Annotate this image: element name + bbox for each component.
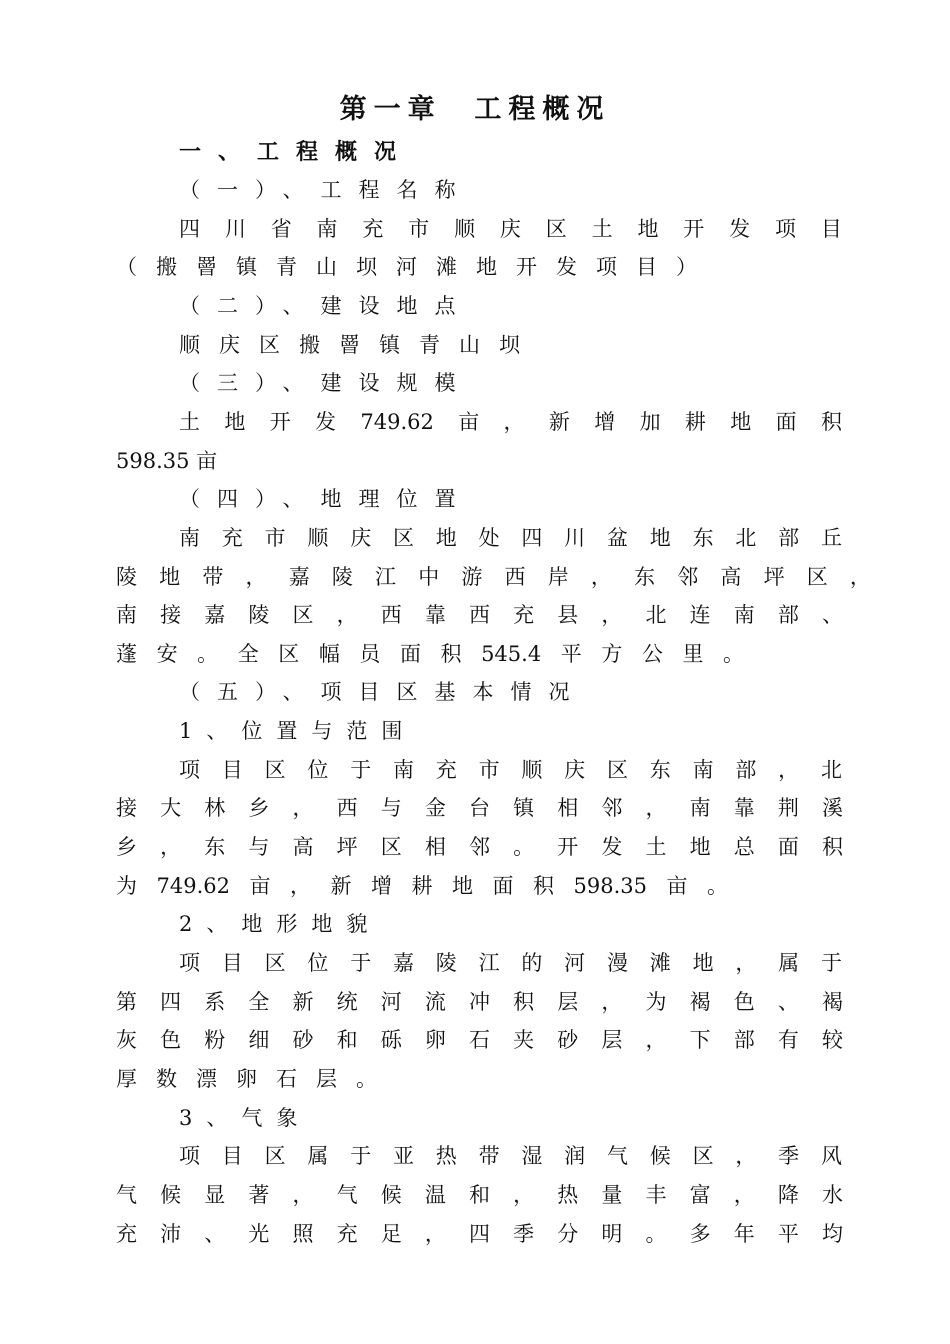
glyph: 县 [557,603,579,627]
glyph: 庆 [350,526,372,550]
glyph: 庆 [499,217,521,241]
glyph: 石 [469,1028,490,1052]
glyph: 南 [116,603,137,627]
glyph: 目 [820,217,842,241]
glyph: 部 [778,526,800,550]
glyph: 顺 [521,758,543,782]
glyph: 土 [591,217,613,241]
glyph: 充 [336,1222,358,1246]
glyph: ， [645,1028,667,1052]
glyph: 。 [197,642,219,666]
glyph: 蓬 [116,642,137,666]
glyph: 于 [350,951,372,975]
glyph: 漫 [606,951,628,975]
glyph: 陵 [248,603,270,627]
glyph: 季 [513,1222,535,1246]
glyph: 与 [248,835,270,859]
glyph: 光 [248,1222,270,1246]
glyph: 林 [204,796,226,820]
glyph: 热 [557,1183,579,1207]
glyph: 开 [557,835,579,859]
glyph: 市 [478,758,500,782]
glyph: 顺 [454,217,476,241]
paragraph-line: 厚数漂卵石层。 [116,1067,396,1091]
paragraph-line: （搬罾镇青山坝河滩地开发项目） [116,255,716,279]
glyph: 安 [156,642,178,666]
glyph: 项 [179,758,200,782]
glyph: ， [601,603,623,627]
glyph: 中 [418,565,440,589]
glyph: 四 [160,990,182,1014]
paragraph-line [179,755,842,785]
glyph: 陵 [116,565,137,589]
glyph: 地 [689,835,711,859]
glyph: 富 [689,1183,711,1207]
glyph: 充 [362,217,384,241]
glyph: ， [645,796,667,820]
glyph: ， [424,1222,446,1246]
glyph: 褐 [822,990,843,1014]
glyph: 区 [380,835,402,859]
glyph: 平 [777,1222,799,1246]
glyph: 均 [822,1222,843,1246]
glyph: ， [849,565,871,589]
glyph: 气 [606,1144,628,1168]
glyph: 545.4 [481,642,542,666]
glyph: 砂 [292,1028,314,1052]
glyph: 区 [292,603,314,627]
glyph: 749.62 [360,410,434,434]
glyph: 庆 [564,758,586,782]
glyph: 发 [729,217,751,241]
glyph: 候 [380,1183,402,1207]
glyph: 区 [264,758,286,782]
glyph: ， [160,835,182,859]
glyph: 江 [478,951,500,975]
glyph: 足 [380,1222,402,1246]
glyph: 积 [822,835,843,859]
glyph: 新 [292,990,314,1014]
glyph: 著 [248,1183,270,1207]
paragraph-line [116,832,843,862]
glyph: 区 [606,758,628,782]
paragraph-line [116,639,744,669]
glyph: 滩 [649,951,671,975]
glyph: 大 [160,796,182,820]
glyph: 冲 [469,990,490,1014]
glyph: 润 [564,1144,586,1168]
glyph: 与 [380,796,402,820]
glyph: 川 [224,217,246,241]
glyph: 区 [264,951,286,975]
glyph: 总 [733,835,755,859]
glyph: 西 [469,603,490,627]
glyph: 南 [733,603,755,627]
glyph: 嘉 [204,603,226,627]
glyph: 金 [424,796,446,820]
glyph: 台 [469,796,490,820]
glyph: 东 [692,526,714,550]
glyph: 靠 [424,603,446,627]
glyph: 系 [204,990,226,1014]
glyph: 镇 [513,796,535,820]
glyph: 连 [689,603,711,627]
paragraph-line [116,1180,843,1210]
glyph: 位 [307,951,329,975]
glyph: 统 [336,990,358,1014]
glyph: ， [733,1183,755,1207]
glyph: 砾 [380,1028,402,1052]
paragraph-line [179,948,842,978]
glyph: 有 [777,1028,799,1052]
glyph: 员 [359,642,381,666]
glyph: 丰 [645,1183,667,1207]
glyph: 陵 [435,951,457,975]
glyph: 的 [521,951,543,975]
glyph: 和 [336,1028,358,1052]
glyph: 、 [204,1222,226,1246]
glyph: 面 [775,410,797,434]
glyph: 部 [777,603,799,627]
glyph: 处 [478,526,500,550]
glyph: 地 [451,874,473,898]
item-heading: 3、气象 [179,1106,312,1130]
glyph: 幅 [318,642,340,666]
glyph: 热 [435,1144,457,1168]
glyph: 带 [478,1144,500,1168]
glyph: 省 [270,217,292,241]
glyph: 乡 [116,835,137,859]
glyph: ， [292,1183,314,1207]
glyph: 749.62 [156,874,230,898]
glyph: 亩 [666,874,688,898]
glyph: 区 [392,526,414,550]
paragraph-line: 顺庆区搬罾镇青山坝 [179,333,539,357]
glyph: 部 [733,1028,755,1052]
glyph: 水 [822,1183,843,1207]
glyph: 西 [504,565,526,589]
glyph: 部 [735,758,757,782]
glyph: 湿 [521,1144,543,1168]
glyph: 于 [820,951,842,975]
glyph: ， [735,1144,757,1168]
glyph: 积 [440,642,462,666]
glyph: 候 [160,1183,182,1207]
glyph: 耕 [684,410,706,434]
glyph: 位 [307,758,329,782]
glyph: 靠 [733,796,755,820]
paragraph-line [179,407,842,437]
glyph: 层 [557,990,579,1014]
paragraph-line [179,1141,842,1171]
glyph: 量 [601,1183,623,1207]
glyph: 邻 [601,796,623,820]
glyph: 丘 [820,526,842,550]
glyph: 土 [179,410,200,434]
section-heading: 一、工程概况 [179,139,414,165]
glyph: 北 [735,526,757,550]
glyph: 西 [336,796,358,820]
glyph: 盆 [606,526,628,550]
glyph: 四 [521,526,543,550]
glyph: 下 [689,1028,711,1052]
subsection-heading: （一）、工程名称 [179,178,473,202]
glyph: 于 [350,1144,372,1168]
paragraph-line [116,987,843,1017]
glyph: 年 [733,1222,755,1246]
glyph: 充 [513,603,535,627]
glyph: 邻 [469,835,490,859]
item-heading: 2、地形地貌 [179,912,382,936]
glyph: 为 [116,874,137,898]
glyph: 开 [683,217,705,241]
paragraph-line [179,214,842,244]
glyph: 。 [513,835,535,859]
glyph: 东 [204,835,226,859]
glyph: 江 [375,565,397,589]
glyph: 区 [545,217,567,241]
subsection-heading: （二）、建设地点 [179,294,473,318]
glyph: 褐 [689,990,711,1014]
glyph: 色 [160,1028,182,1052]
glyph: 地 [692,951,714,975]
glyph: ， [735,951,757,975]
glyph: 充 [221,526,243,550]
glyph: 砂 [557,1028,579,1052]
glyph: 南 [689,796,711,820]
glyph: 嘉 [288,565,310,589]
glyph: 目 [221,758,243,782]
glyph: 面 [399,642,421,666]
glyph: ， [601,990,623,1014]
glyph: 乡 [248,796,270,820]
paragraph-line [116,562,871,592]
glyph: ， [513,1183,535,1207]
glyph: 地 [435,526,457,550]
glyph: 嘉 [392,951,414,975]
glyph: 夹 [513,1028,535,1052]
glyph: 和 [469,1183,490,1207]
glyph: 西 [380,603,402,627]
glyph: 598.35 [573,874,647,898]
glyph: 接 [160,603,182,627]
glyph: 项 [179,1144,200,1168]
glyph: 充 [435,758,457,782]
glyph: 沛 [160,1222,182,1246]
glyph: 区 [264,1144,286,1168]
glyph: ， [292,796,314,820]
glyph: 高 [292,835,314,859]
glyph: 加 [639,410,661,434]
glyph: 相 [424,835,446,859]
glyph: 公 [641,642,663,666]
glyph: 方 [601,642,623,666]
glyph: 耕 [411,874,433,898]
glyph: 项 [774,217,796,241]
glyph: 接 [116,796,137,820]
paragraph-line [179,523,842,553]
glyph: 。 [723,642,744,666]
glyph: 照 [292,1222,314,1246]
glyph: 四 [179,217,200,241]
glyph: 面 [492,874,514,898]
glyph: 相 [557,796,579,820]
glyph: 积 [513,990,535,1014]
glyph: 较 [822,1028,843,1052]
glyph: 地 [637,217,659,241]
paragraph-line: 598.35 亩 [116,449,218,473]
glyph: 地 [730,410,752,434]
glyph: 积 [820,410,842,434]
glyph: 增 [594,410,616,434]
glyph: ， [590,565,612,589]
glyph: 东 [649,758,671,782]
glyph: 色 [733,990,755,1014]
glyph: 高 [720,565,742,589]
glyph: 新 [548,410,570,434]
glyph: 地 [159,565,181,589]
glyph: 降 [777,1183,799,1207]
glyph: 东 [634,565,656,589]
glyph: ， [245,565,267,589]
glyph: 坪 [336,835,358,859]
glyph: 、 [822,603,843,627]
glyph: 坪 [763,565,785,589]
glyph: 、 [777,990,799,1014]
glyph: 游 [461,565,483,589]
glyph: 顺 [307,526,329,550]
glyph: 亩 [249,874,271,898]
item-heading: 1、位置与范围 [179,719,417,743]
glyph: ， [289,874,311,898]
glyph: 开 [269,410,291,434]
glyph: 面 [777,835,799,859]
glyph: 地 [649,526,671,550]
glyph: 区 [278,642,300,666]
glyph: 南 [179,526,200,550]
paragraph-line [116,1025,843,1055]
glyph: 温 [424,1183,446,1207]
glyph: 亚 [392,1144,414,1168]
glyph: 平 [560,642,582,666]
glyph: 区 [692,1144,714,1168]
glyph: 候 [649,1144,671,1168]
subsection-heading: （四）、地理位置 [179,487,473,511]
glyph: 新 [330,874,352,898]
glyph: 粉 [204,1028,226,1052]
glyph: 第 [116,990,137,1014]
glyph: 气 [336,1183,358,1207]
glyph: 区 [806,565,828,589]
glyph: 细 [248,1028,270,1052]
glyph: 河 [564,951,586,975]
glyph: 季 [778,1144,800,1168]
glyph: 南 [316,217,338,241]
paragraph-line [116,793,843,823]
glyph: 层 [601,1028,623,1052]
glyph: 荆 [777,796,799,820]
glyph: 里 [682,642,704,666]
subsection-heading: （五）、项目区基本情况 [179,680,587,704]
subsection-heading: （三）、建设规模 [179,371,473,395]
glyph: 川 [564,526,586,550]
glyph: 北 [820,758,842,782]
glyph: 充 [116,1222,137,1246]
glyph: 北 [645,603,667,627]
glyph: 亩 [458,410,480,434]
glyph: 项 [179,951,200,975]
glyph: 多 [689,1222,711,1246]
glyph: 南 [392,758,414,782]
glyph: 显 [204,1183,226,1207]
glyph: 风 [820,1144,842,1168]
chapter-title: 第一章 工程概况 [339,94,611,125]
glyph: 市 [408,217,430,241]
glyph: 。 [645,1222,667,1246]
glyph: 陵 [331,565,353,589]
glyph: 地 [224,410,246,434]
glyph: 积 [532,874,554,898]
glyph: 属 [778,951,800,975]
glyph: 河 [380,990,402,1014]
glyph: 分 [557,1222,579,1246]
paragraph-line [116,871,728,901]
glyph: ， [336,603,358,627]
glyph: 发 [315,410,337,434]
glyph: 。 [706,874,728,898]
paragraph-line [116,1219,843,1249]
glyph: 于 [350,758,372,782]
glyph: 属 [307,1144,329,1168]
glyph: 全 [237,642,259,666]
glyph: 流 [424,990,446,1014]
glyph: 目 [221,951,243,975]
glyph: 带 [202,565,224,589]
glyph: 灰 [116,1028,137,1052]
glyph: 气 [116,1183,137,1207]
glyph: 溪 [822,796,843,820]
glyph: 为 [645,990,667,1014]
glyph: 邻 [677,565,699,589]
glyph: 土 [645,835,667,859]
glyph: 卵 [424,1028,446,1052]
glyph: 明 [601,1222,623,1246]
glyph: ， [503,410,525,434]
glyph: 全 [248,990,270,1014]
paragraph-line [116,600,843,630]
glyph: 增 [370,874,392,898]
glyph: 市 [264,526,286,550]
glyph: 发 [601,835,623,859]
glyph: 南 [692,758,714,782]
glyph: 四 [469,1222,490,1246]
glyph: ， [778,758,800,782]
glyph: 岸 [547,565,569,589]
glyph: 目 [221,1144,243,1168]
